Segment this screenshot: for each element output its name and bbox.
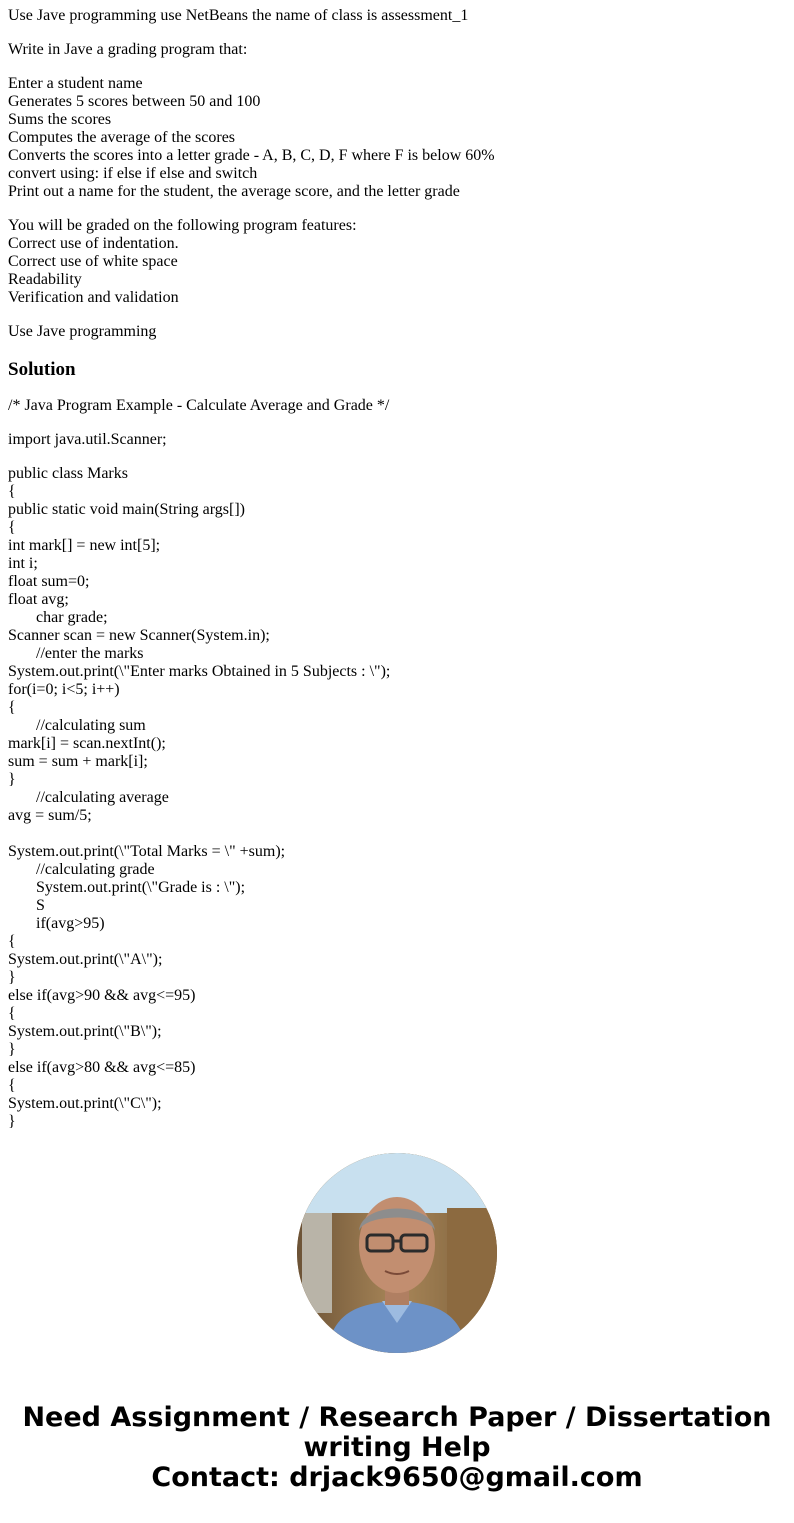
promo-line: writing Help xyxy=(303,1432,491,1463)
code-line: if(avg>95) xyxy=(36,915,105,932)
solution-comment-block xyxy=(8,397,788,415)
requirement-item: Sums the scores xyxy=(8,111,112,128)
code-line: } xyxy=(8,969,16,986)
code-line: System.out.print(\"B\"); xyxy=(8,1023,162,1040)
code-line: System.out.print(\"Enter marks Obtained in 5 Subjects : \"); xyxy=(8,663,391,680)
code-line: { xyxy=(8,519,16,536)
code-line: avg = sum/5; xyxy=(8,807,92,824)
question-task xyxy=(8,41,788,59)
page-content xyxy=(8,7,788,1185)
code-line: { xyxy=(8,483,16,500)
code-line: public class Marks xyxy=(8,465,128,482)
code-line: char grade; xyxy=(36,609,108,626)
code-line xyxy=(8,825,788,843)
code-line: float sum=0; xyxy=(8,573,90,590)
author-portrait-image xyxy=(297,1153,497,1353)
requirement-item: Generates 5 scores between 50 and 100 xyxy=(8,93,261,110)
solution-import-block xyxy=(8,431,788,449)
promo-banner xyxy=(0,1403,794,1493)
author-avatar xyxy=(297,1153,497,1353)
solution-comment: /* Java Program Example - Calculate Average and Grade */ xyxy=(8,397,390,414)
code-line: System.out.print(\"C\"); xyxy=(8,1095,162,1112)
code-line: else if(avg>90 && avg<=95) xyxy=(8,987,196,1004)
requirement-item: Computes the average of the scores xyxy=(8,129,236,146)
promo-line: Need Assignment / Research Paper / Dissertation xyxy=(22,1402,772,1433)
question-closing xyxy=(8,323,788,341)
code-line: } xyxy=(8,1113,16,1130)
code-line: sum = sum + mark[i]; xyxy=(8,753,148,770)
grading-feature-item: You will be graded on the following program features: xyxy=(8,217,357,234)
requirements-list xyxy=(8,75,788,201)
code-line: System.out.print(\"Total Marks = \" +sum); xyxy=(8,843,286,860)
grading-feature-item: Correct use of indentation. xyxy=(8,235,179,252)
grading-feature-item: Correct use of white space xyxy=(8,253,178,270)
grading-feature-item: Verification and validation xyxy=(8,289,179,306)
code-line: } xyxy=(8,1041,16,1058)
code-line: for(i=0; i<5; i++) xyxy=(8,681,120,698)
question-line-1: Use Jave programming use NetBeans the name of class is assessment_1 xyxy=(8,7,469,24)
code-line: { xyxy=(8,1077,16,1094)
code-line: //calculating sum xyxy=(36,717,146,734)
code-line: System.out.print(\"A\"); xyxy=(8,951,163,968)
promo-contact: Contact: drjack9650@gmail.com xyxy=(151,1462,643,1493)
code-line: mark[i] = scan.nextInt(); xyxy=(8,735,166,752)
solution-import: import java.util.Scanner; xyxy=(8,431,167,448)
question-closing-line: Use Jave programming xyxy=(8,323,157,340)
grading-feature-item: Readability xyxy=(8,271,82,288)
grading-features-list xyxy=(8,217,788,307)
requirement-item: Converts the scores into a letter grade - A, B, C, D, F where F is below 60% xyxy=(8,147,495,164)
code-line: { xyxy=(8,933,16,950)
question-intro xyxy=(8,7,788,25)
code-line: //calculating average xyxy=(36,789,169,806)
solution-heading: Solution xyxy=(8,359,76,380)
code-line: //calculating grade xyxy=(36,861,155,878)
code-line: Scanner scan = new Scanner(System.in); xyxy=(8,627,270,644)
code-line: //enter the marks xyxy=(36,645,144,662)
code-line: int i; xyxy=(8,555,38,572)
code-line: System.out.print(\"Grade is : \"); xyxy=(36,879,246,896)
requirement-item: Enter a student name xyxy=(8,75,143,92)
code-line: else if(avg>80 && avg<=85) xyxy=(8,1059,196,1076)
solution-code xyxy=(8,465,788,1185)
code-line: float avg; xyxy=(8,591,69,608)
code-line: { xyxy=(8,1005,16,1022)
code-line: int mark[] = new int[5]; xyxy=(8,537,161,554)
code-line: { xyxy=(8,699,16,716)
code-line: S xyxy=(36,897,45,914)
code-line: public static void main(String args[]) xyxy=(8,501,245,518)
requirement-item: Print out a name for the student, the average score, and the letter grade xyxy=(8,183,460,200)
code-line: } xyxy=(8,771,16,788)
question-line-2: Write in Jave a grading program that: xyxy=(8,41,248,58)
requirement-item: convert using: if else if else and switch xyxy=(8,165,258,182)
